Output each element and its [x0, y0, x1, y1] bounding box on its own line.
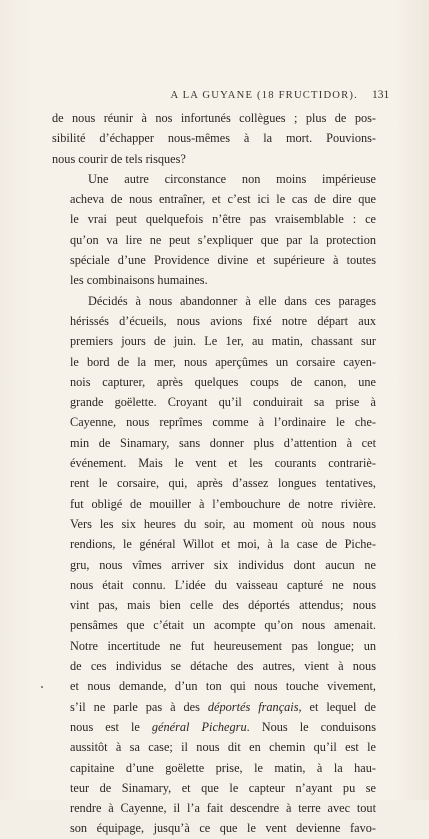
text-line: Une autre circonstance non moins impérieuse [88, 171, 376, 186]
text-line: Notre incertitude ne fut heureusement pas longue; un [70, 638, 376, 653]
text-line: spéciale d’une Providence divine et supérieure à toutes [70, 253, 376, 268]
text-line: vint pas, mais bien celle des déportés attendus; nous [70, 598, 376, 613]
text-line: le bord de la mer, nous aperçûmes un corsaire cayen- [70, 354, 376, 369]
text-line: fut obligé de mouiller à l’embouchure de notre rivière. [70, 496, 376, 511]
emphasized-text: déportés français [207, 699, 299, 714]
body-text [52, 108, 376, 839]
text-line: Cayenne, nous reprîmes comme à l’ordinaire le che- [70, 415, 376, 430]
paragraph [52, 169, 376, 291]
text-line: s’il ne parle pas à des déportés français, et lequel de [70, 699, 376, 714]
paragraph [52, 291, 376, 839]
text-line: qu’on va lire ne peut s’expliquer que par la protection [70, 232, 376, 247]
text-line: le vrai peut quelquefois n’être pas vraisemblable : ce [70, 212, 376, 227]
text-line: son équipage, jusqu’à ce que le vent devienne favo- [70, 821, 376, 836]
text-line: aussitôt à sa case; il nous dit en chemin qu’il est le [70, 740, 376, 755]
text-line: teur de Sinamary, et que le capteur n’ayant pu se [70, 780, 376, 795]
text-line: hérissés d’écueils, nous avions fixé notre départ aux [70, 313, 376, 328]
text-line: gru, nous vîmes arriver six individus dont aucun ne [70, 557, 376, 572]
text-line: min de Sinamary, sans donner plus d’attention à cet [70, 435, 376, 450]
text-line: nous courir de tels risques? [52, 151, 186, 166]
page-number: 131 [372, 89, 390, 101]
running-title: A LA GUYANE (18 FRUCTIDOR). [170, 90, 358, 101]
text-line: de nous réunir à nos infortunés collègues ; plus de pos- [52, 111, 376, 125]
text-line: nois capturer, après quelques coups de canon, une [70, 374, 376, 389]
text-line: Décidés à nous abandonner à elle dans ces parages [88, 293, 376, 308]
text-line: nous est le général Pichegru. Nous le conduisons [70, 719, 376, 734]
text-line: acheva de nous entraîner, et c’est ici le cas de dire que [70, 192, 376, 207]
text-line: grande goëlette. Croyant qu’il conduirait sa prise à [70, 395, 376, 410]
text-line: pensâmes que c’était un acompte qu’on nous amenait. [70, 618, 376, 633]
text-line: de ces individus se détache des autres, vient à nous [70, 659, 376, 674]
text-line: rendions, le général Willot et moi, à la case de Piche- [70, 537, 376, 552]
text-line: événement. Mais le vent et les courants contrariè- [70, 456, 376, 471]
text-line: et nous demande, d’un ton qui nous touche vivement, [70, 679, 376, 694]
paragraph-continued [52, 108, 376, 169]
text-line: sibilité d’échapper nous-mêmes à la mort. Pouvions- [52, 131, 376, 146]
text-line: rendre à Cayenne, il l’a fait descendre à terre avec tout [70, 801, 376, 816]
paper-speck [41, 686, 43, 688]
emphasized-text: général Pichegru [151, 719, 247, 734]
text-line: les combinaisons humaines. [70, 273, 208, 288]
text-line: premiers jours de juin. Le 1er, au matin, chassant sur [70, 334, 376, 349]
text-line: nous était connu. L’idée du vaisseau capturé ne nous [70, 577, 376, 592]
text-line: Vers les six heures du soir, au moment où nous nous [70, 516, 376, 531]
text-line: rent le corsaire, qui, après d’assez longues tentatives, [70, 476, 376, 491]
text-line: capitaine d’une goëlette prise, le matin, à la hau- [70, 760, 376, 775]
